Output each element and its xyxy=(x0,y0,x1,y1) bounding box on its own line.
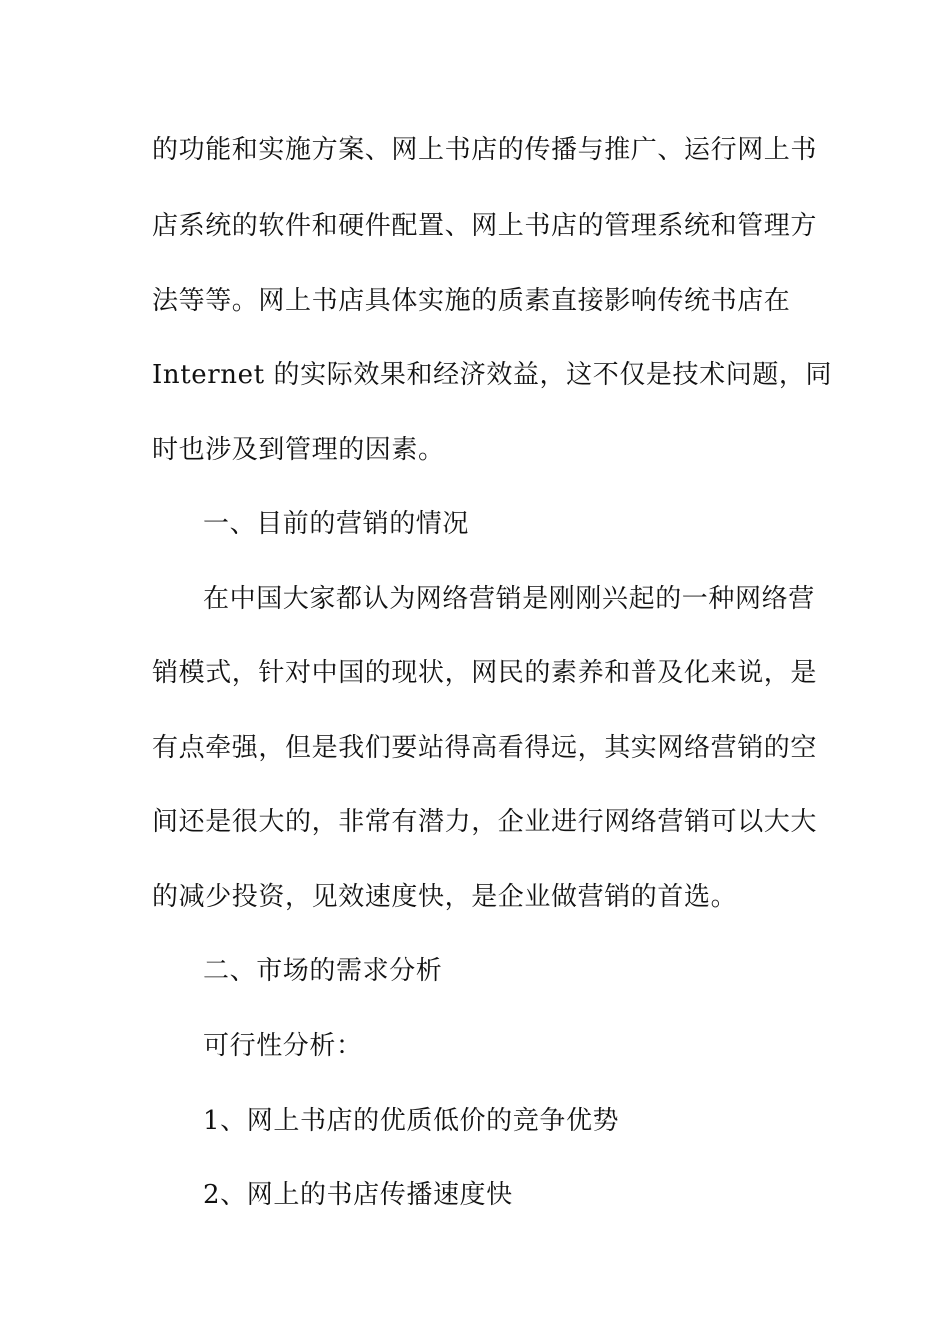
paragraph-1-line-2: 店系统的软件和硬件配置、网上书店的管理系统和管理方 xyxy=(152,211,818,241)
paragraph-1-line-3: 法等等。网上书店具体实施的质素直接影响传统书店在 xyxy=(152,286,791,316)
paragraph-2-line-5: 的减少投资，见效速度快，是企业做营销的首选。 xyxy=(152,882,738,912)
section-heading-2: 二、市场的需求分析 xyxy=(203,956,443,986)
paragraph-1-line-5: 时也涉及到管理的因素。 xyxy=(152,435,445,465)
feasibility-subheading: 可行性分析： xyxy=(203,1031,363,1061)
paragraph-2-line-1: 在中国大家都认为网络营销是刚刚兴起的一种网络营 xyxy=(203,584,815,614)
paragraph-1-line-4: Internet 的实际效果和经济效益，这不仅是技术问题，同 xyxy=(152,360,833,390)
paragraph-1-line-1: 的功能和实施方案、网上书店的传播与推广、运行网上书 xyxy=(152,135,818,165)
section-heading-1: 一、目前的营销的情况 xyxy=(203,509,470,539)
paragraph-2-line-3: 有点牵强，但是我们要站得高看得远，其实网络营销的空 xyxy=(152,733,818,763)
list-item: 1、网上书店的优质低价的竞争优势 xyxy=(203,1106,620,1136)
list-item: 2、网上的书店传播速度快 xyxy=(203,1180,513,1210)
paragraph-2-line-2: 销模式，针对中国的现状，网民的素养和普及化来说，是 xyxy=(152,658,818,688)
paragraph-2-line-4: 间还是很大的，非常有潜力，企业进行网络营销可以大大 xyxy=(152,807,818,837)
